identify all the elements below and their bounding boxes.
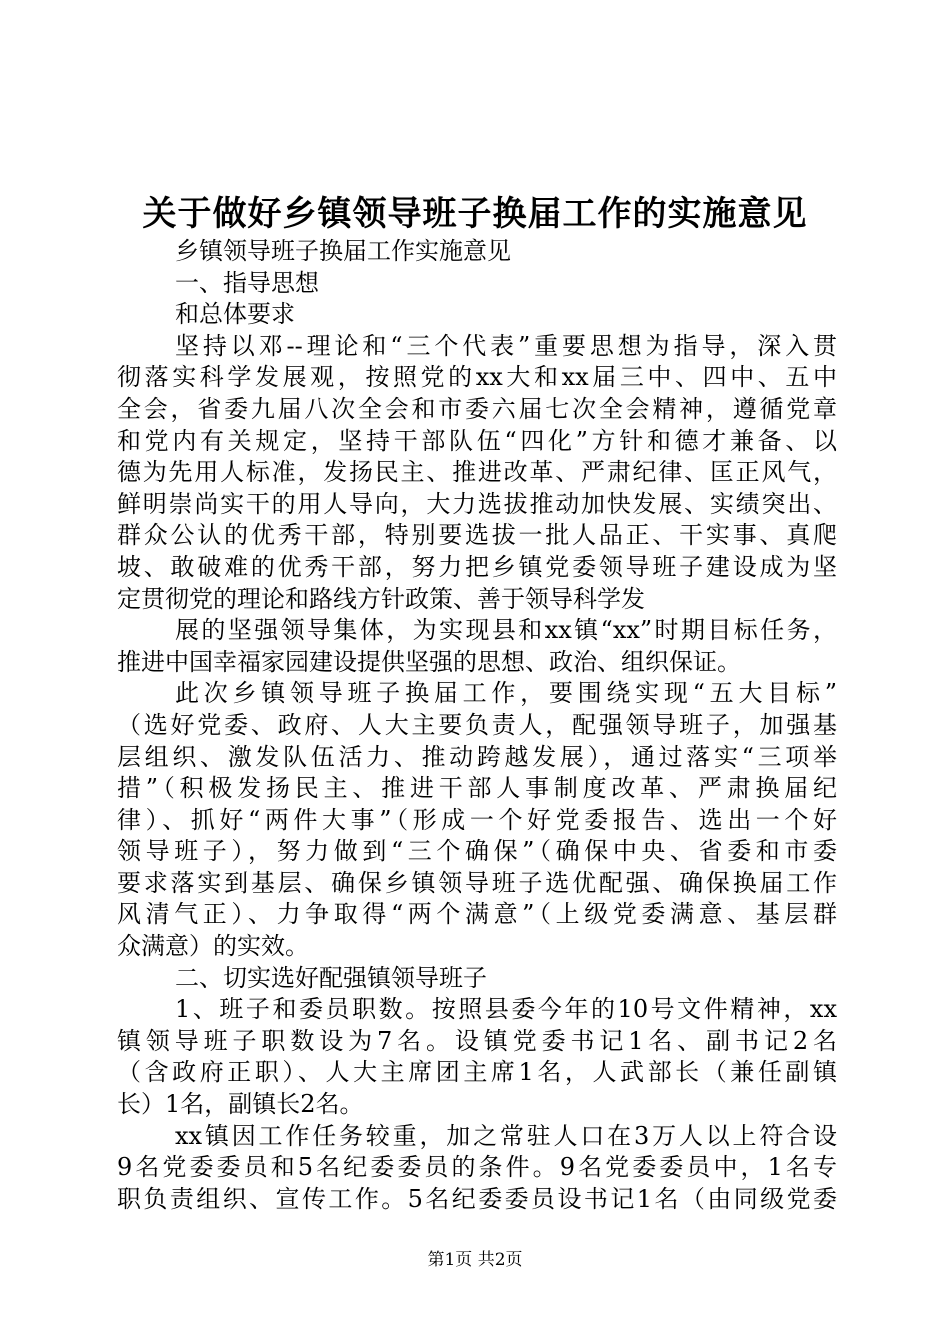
body-line: 德为先用人标准，发扬民主、推进改革、严肃纪律、匡正风气，	[117, 458, 837, 487]
body-line: 风清气正）、力争取得“两个满意”（上级党委满意、基层群	[117, 900, 837, 929]
body-line: 律）、抓好“两件大事”（形成一个好党委报告、选出一个好	[117, 805, 837, 834]
page-footer: 第1页 共2页	[427, 1250, 523, 1270]
body-line: 层组织、激发队伍活力、推动跨越发展），通过落实“三项举	[117, 742, 837, 771]
body-line: 群众公认的优秀干部，特别要选拔一批人品正、干实事、真爬	[117, 521, 837, 550]
body-line: 此次乡镇领导班子换届工作，要围绕实现“五大目标”	[175, 679, 837, 708]
body-line: 和总体要求	[175, 300, 295, 329]
body-line: 1、班子和委员职数。按照县委今年的10号文件精神，xx	[175, 995, 837, 1024]
body-line: 9名党委委员和5名纪委委员的条件。9名党委委员中，1名专	[117, 1153, 837, 1182]
body-line: 推进中国幸福家园建设提供坚强的思想、政治、组织保证。	[117, 647, 741, 676]
body-line: 领导班子），努力做到“三个确保”（确保中央、省委和市委	[117, 837, 837, 866]
body-line: （选好党委、政府、人大主要负责人，配强领导班子，加强基	[117, 710, 837, 739]
body-line: xx镇因工作任务较重，加之常驻人口在3万人以上符合设	[175, 1121, 837, 1150]
document-body	[117, 236, 837, 1215]
body-line: 和党内有关规定，坚持干部队伍“四化”方针和德才兼备、以	[117, 426, 837, 455]
body-line: 彻落实科学发展观，按照党的xx大和xx届三中、四中、五中	[117, 363, 837, 392]
body-line: 二、切实选好配强镇领导班子	[175, 963, 487, 992]
body-line: 要求落实到基层、确保乡镇领导班子选优配强、确保换届工作	[117, 868, 837, 897]
body-line: 一、指导思想	[175, 268, 319, 297]
body-line: 措”（积极发扬民主、推进干部人事制度改革、严肃换届纪	[117, 774, 837, 803]
body-line: 坡、敢破难的优秀干部，努力把乡镇党委领导班子建设成为坚	[117, 552, 837, 581]
body-line: 展的坚强领导集体，为实现县和xx镇“xx”时期目标任务，	[175, 616, 837, 645]
body-line: （含政府正职）、人大主席团主席1名，人武部长（兼任副镇	[117, 1058, 837, 1087]
body-line: 坚持以邓--理论和“三个代表”重要思想为指导，深入贯	[175, 331, 837, 360]
body-line: 鲜明崇尚实干的用人导向，大力选拔推动加快发展、实绩突出、	[117, 489, 837, 518]
body-line: 长）1名，副镇长2名。	[117, 1090, 364, 1119]
body-line: 乡镇领导班子换届工作实施意见	[175, 237, 511, 265]
body-line: 职负责组织、宣传工作。5名纪委委员设书记1名（由同级党委	[117, 1184, 837, 1213]
body-line: 镇领导班子职数设为7名。设镇党委书记1名、副书记2名	[117, 1026, 837, 1055]
document-title: 关于做好乡镇领导班子换届工作的实施意见	[142, 194, 808, 234]
body-line: 定贯彻党的理论和路线方针政策、善于领导科学发	[117, 584, 645, 613]
body-line: 全会，省委九届八次全会和市委六届七次全会精神，遵循党章	[117, 394, 837, 423]
body-line: 众满意）的实效。	[117, 932, 309, 961]
